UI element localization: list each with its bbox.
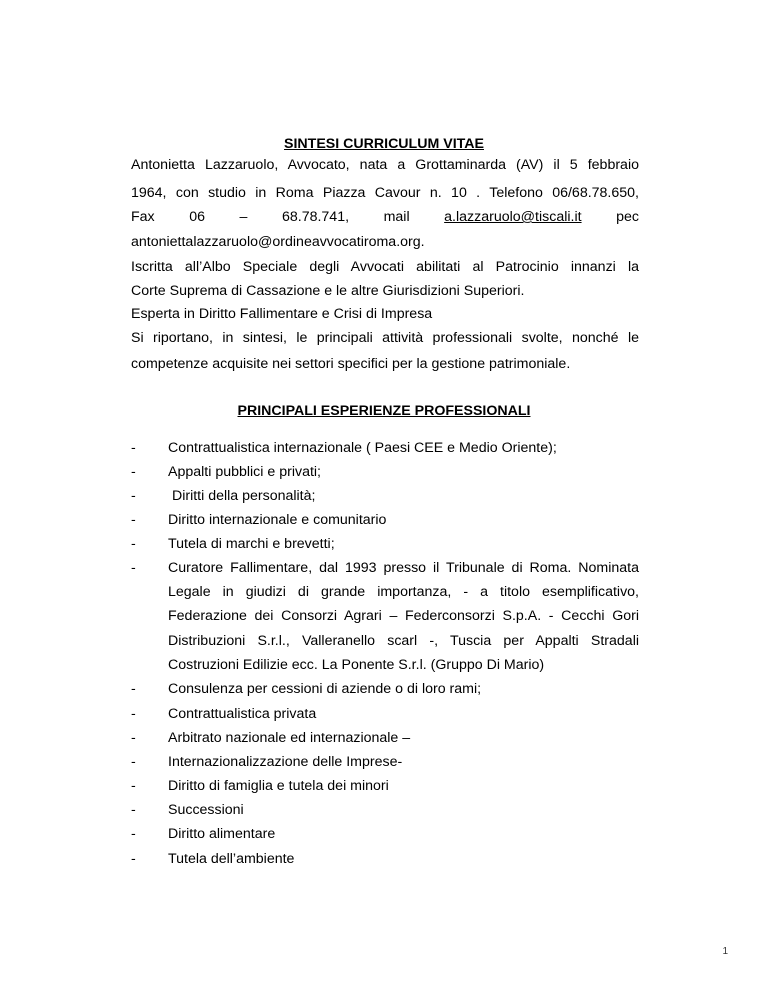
list-item-text: Tutela di marchi e brevetti; xyxy=(168,536,335,552)
bullet-dash: - xyxy=(131,536,136,552)
bullet-dash: - xyxy=(131,706,136,722)
curatore-line-3: Federazione dei Consorzi Agrari – Federconsorzi S.p.A. - Cecchi Gori xyxy=(168,608,639,624)
curatore-line-4: Distribuzioni S.r.l., Valleranello scarl -, Tuscia per Appalti Stradali xyxy=(168,633,639,649)
curatore-line-5: Costruzioni Edilizie ecc. La Ponente S.r.l. (Gruppo Di Mario) xyxy=(168,657,545,673)
bullet-dash: - xyxy=(131,488,136,504)
bullet-dash: - xyxy=(131,778,136,794)
list-item-text: Diritti della personalità; xyxy=(168,488,316,504)
page-number: 1 xyxy=(722,946,728,957)
curatore-line-2: Legale in giudizi di grande importanza, - a titolo esemplificativo, xyxy=(168,584,639,600)
list-item-text: Successioni xyxy=(168,802,244,818)
list-item-text: Contrattualistica internazionale ( Paesi CEE e Medio Oriente); xyxy=(168,440,557,456)
fax-number: 68.78.741, xyxy=(281,209,350,225)
document-title: SINTESI CURRICULUM VITAE xyxy=(284,136,484,152)
list-item-text: Diritto internazionale e comunitario xyxy=(168,512,387,528)
bullet-dash: - xyxy=(131,730,136,746)
bullet-dash: - xyxy=(131,464,136,480)
bullet-dash: - xyxy=(131,826,136,842)
list-item-text: Diritto alimentare xyxy=(168,826,276,842)
albo-line-2: Corte Suprema di Cassazione e le altre Giurisdizioni Superiori. xyxy=(131,283,525,299)
summary-line-2: competenze acquisite nei settori specifici per la gestione patrimoniale. xyxy=(131,356,571,372)
fax-label: Fax xyxy=(131,209,155,225)
bullet-dash: - xyxy=(131,754,136,770)
list-item-text: Diritto di famiglia e tutela dei minori xyxy=(168,778,389,794)
fax-dash: – xyxy=(239,209,248,225)
bullet-dash: - xyxy=(131,851,136,867)
email-link[interactable]: a.lazzaruolo@tiscali.it xyxy=(444,209,582,225)
list-item-text: Consulenza per cessioni di aziende o di loro rami; xyxy=(168,681,482,697)
expertise-line: Esperta in Diritto Fallimentare e Crisi di Impresa xyxy=(131,306,433,322)
bullet-dash: - xyxy=(131,681,136,697)
bullet-dash: - xyxy=(131,440,136,456)
summary-line-1: Si riportano, in sintesi, le principali attività professionali svolte, nonché le xyxy=(131,330,639,346)
bullet-dash: - xyxy=(131,560,136,576)
contact-row xyxy=(131,208,639,226)
list-item-text: Internazionalizzazione delle Imprese- xyxy=(168,754,403,770)
pec-email: antoniettalazzaruolo@ordineavvocatiroma.org. xyxy=(131,234,425,250)
pec-label: pec xyxy=(616,209,639,225)
list-item-text: Appalti pubblici e privati; xyxy=(168,464,321,480)
intro-line-2: 1964, con studio in Roma Piazza Cavour n. 10 . Telefono 06/68.78.650, xyxy=(131,185,639,201)
list-item-text: Tutela dell’ambiente xyxy=(168,851,295,867)
bullet-dash: - xyxy=(131,802,136,818)
list-item-text: Contrattualistica privata xyxy=(168,706,317,722)
fax-prefix: 06 xyxy=(189,209,205,225)
mail-label: mail xyxy=(383,209,410,225)
albo-line-1: Iscritta all’Albo Speciale degli Avvocati abilitati al Patrocinio innanzi la xyxy=(131,259,639,275)
curatore-line-1: Curatore Fallimentare, dal 1993 presso il Tribunale di Roma. Nominata xyxy=(168,560,639,576)
bullet-dash: - xyxy=(131,512,136,528)
intro-line-1: Antonietta Lazzaruolo, Avvocato, nata a Grottaminarda (AV) il 5 febbraio xyxy=(131,157,639,173)
list-item-text: Arbitrato nazionale ed internazionale – xyxy=(168,730,411,746)
section-title: PRINCIPALI ESPERIENZE PROFESSIONALI xyxy=(237,403,531,419)
